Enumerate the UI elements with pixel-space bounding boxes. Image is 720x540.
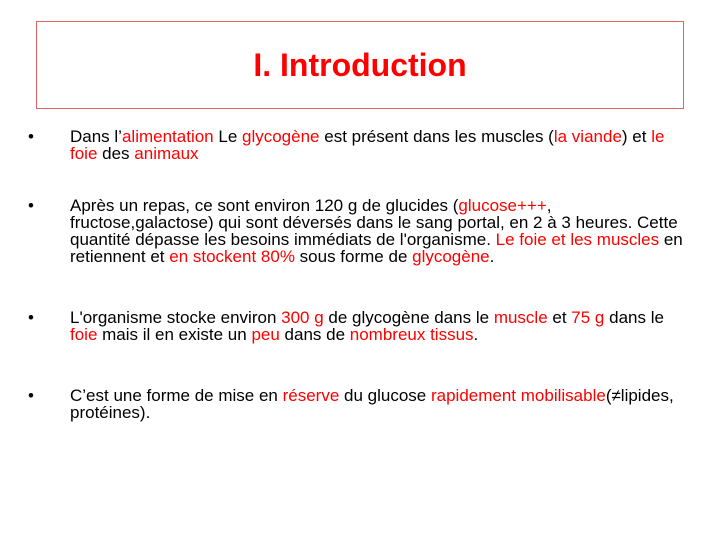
text-segment: foie — [70, 325, 98, 344]
text-segment: du glucose — [339, 386, 431, 405]
text-segment: C’est une forme de mise en — [70, 386, 283, 405]
text-segment: Le foie et les muscles — [495, 230, 660, 249]
bullet-item-1 — [28, 128, 688, 162]
text-segment: . — [473, 325, 479, 344]
bullet-text-4 — [70, 386, 674, 422]
text-segment: réserve — [282, 386, 340, 405]
text-segment: glycogène — [242, 127, 320, 146]
bullet-icon: • — [28, 386, 34, 405]
text-segment: et — [547, 308, 572, 327]
text-segment: en stockent 80% — [169, 247, 295, 266]
bullet-icon: • — [28, 127, 34, 146]
title-frame — [36, 21, 684, 109]
bullet-text-1 — [70, 127, 664, 163]
slide-title: I. Introduction — [253, 46, 467, 83]
text-segment: rapidement mobilisable — [430, 386, 606, 405]
bullet-list — [28, 128, 688, 421]
text-segment: 75 g — [571, 308, 605, 327]
text-segment: muscle — [493, 308, 548, 327]
text-segment: en retiennent et — [70, 230, 683, 266]
text-segment: la viande — [553, 127, 622, 146]
text-segment: mais il en existe un — [97, 325, 252, 344]
text-segment: peu — [251, 325, 280, 344]
text-segment: dans de — [279, 325, 350, 344]
text-segment: le foie — [70, 127, 665, 163]
text-segment: alimentation — [121, 127, 214, 146]
text-segment: Le — [213, 127, 242, 146]
text-segment: L'organisme stocke environ — [70, 308, 282, 327]
text-segment: est présent dans les muscles ( — [319, 127, 554, 146]
text-segment: sous forme de — [294, 247, 413, 266]
text-segment: de glycogène dans le — [323, 308, 494, 327]
text-segment: Dans l’ — [70, 127, 122, 146]
text-segment: (≠lipides, protéines). — [70, 386, 674, 422]
text-segment: des — [97, 144, 135, 163]
bullet-item-3 — [28, 309, 688, 343]
text-segment: dans le — [604, 308, 664, 327]
bullet-icon: • — [28, 308, 34, 327]
bullet-text-2 — [70, 196, 683, 266]
bullet-item-4 — [28, 387, 688, 421]
text-segment: . — [489, 247, 495, 266]
text-segment: animaux — [134, 144, 199, 163]
text-segment: Après un repas, ce sont environ 120 g de glucides ( — [70, 196, 459, 215]
text-segment: , fructose,galactose) qui sont déversés dans le sang portal, en 2 à 3 heures. Cette quantité dépasse les besoins immédiats de l'organisme. — [70, 196, 678, 249]
text-segment: 300 g — [281, 308, 324, 327]
bullet-item-2 — [28, 197, 688, 265]
text-segment: glycogène — [412, 247, 490, 266]
text-segment: ) et — [621, 127, 652, 146]
bullet-text-3 — [70, 308, 664, 344]
bullet-icon: • — [28, 196, 34, 215]
text-segment: nombreux tissus — [349, 325, 474, 344]
text-segment: glucose+++ — [458, 196, 547, 215]
